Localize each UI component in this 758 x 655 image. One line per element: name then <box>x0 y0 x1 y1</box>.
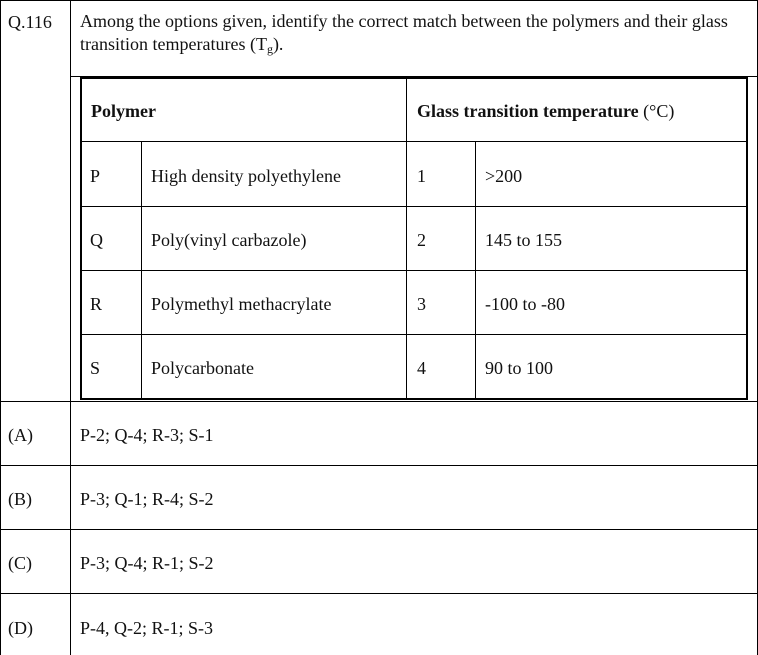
row-num: 1 <box>417 166 426 186</box>
row-divider-b <box>0 529 758 530</box>
option-c-text[interactable]: P-3; Q-4; R-1; S-2 <box>80 553 214 573</box>
table-row-divider-4 <box>80 334 748 335</box>
option-b-text[interactable]: P-3; Q-1; R-4; S-2 <box>80 489 214 509</box>
label-column-divider <box>70 0 71 655</box>
row-num: 2 <box>417 230 426 250</box>
table-col-divider-middle <box>406 77 407 399</box>
table-row-divider-1 <box>80 141 748 142</box>
row-temp: 145 to 155 <box>485 230 563 250</box>
row-code: Q <box>90 230 103 250</box>
table-row-divider-3 <box>80 270 748 271</box>
row-num: 4 <box>417 358 426 378</box>
option-b-label: (B) <box>8 489 32 509</box>
table-header-polymer: Polymer <box>91 101 156 121</box>
table-border-bottom <box>80 398 748 400</box>
row-divider-a <box>0 465 758 466</box>
row-code: S <box>90 358 101 378</box>
outer-border-top <box>0 0 758 1</box>
row-polymer: Poly(vinyl carbazole) <box>151 230 307 250</box>
row-temp: >200 <box>485 166 523 186</box>
row-polymer: Polycarbonate <box>151 358 254 378</box>
outer-border-left <box>0 0 1 655</box>
question-number: Q.116 <box>8 12 52 32</box>
table-header-tg: Glass transition temperature (°C) <box>417 101 675 121</box>
row-temp: -100 to -80 <box>485 294 565 314</box>
row-code: P <box>90 166 101 186</box>
row-divider-c <box>0 593 758 594</box>
row-num: 3 <box>417 294 426 314</box>
row-temp: 90 to 100 <box>485 358 554 378</box>
row-code: R <box>90 294 103 314</box>
option-d-label: (D) <box>8 618 33 638</box>
row-polymer: Polymethyl methacrylate <box>151 294 332 314</box>
table-border-left <box>80 77 82 400</box>
option-c-label: (C) <box>8 553 32 573</box>
option-a-label: (A) <box>8 425 33 445</box>
row-divider-table <box>0 401 758 402</box>
option-a-text[interactable]: P-2; Q-4; R-3; S-1 <box>80 425 214 445</box>
row-polymer: High density polyethylene <box>151 166 341 186</box>
option-d-text[interactable]: P-4, Q-2; R-1; S-3 <box>80 618 214 638</box>
table-border-right <box>746 77 748 400</box>
question-text: Among the options given, identify the correct match between the polymers and their glass transition temperatures $(T_g)$. <box>80 11 728 56</box>
table-border-top <box>80 77 748 79</box>
table-row-divider-2 <box>80 206 748 207</box>
